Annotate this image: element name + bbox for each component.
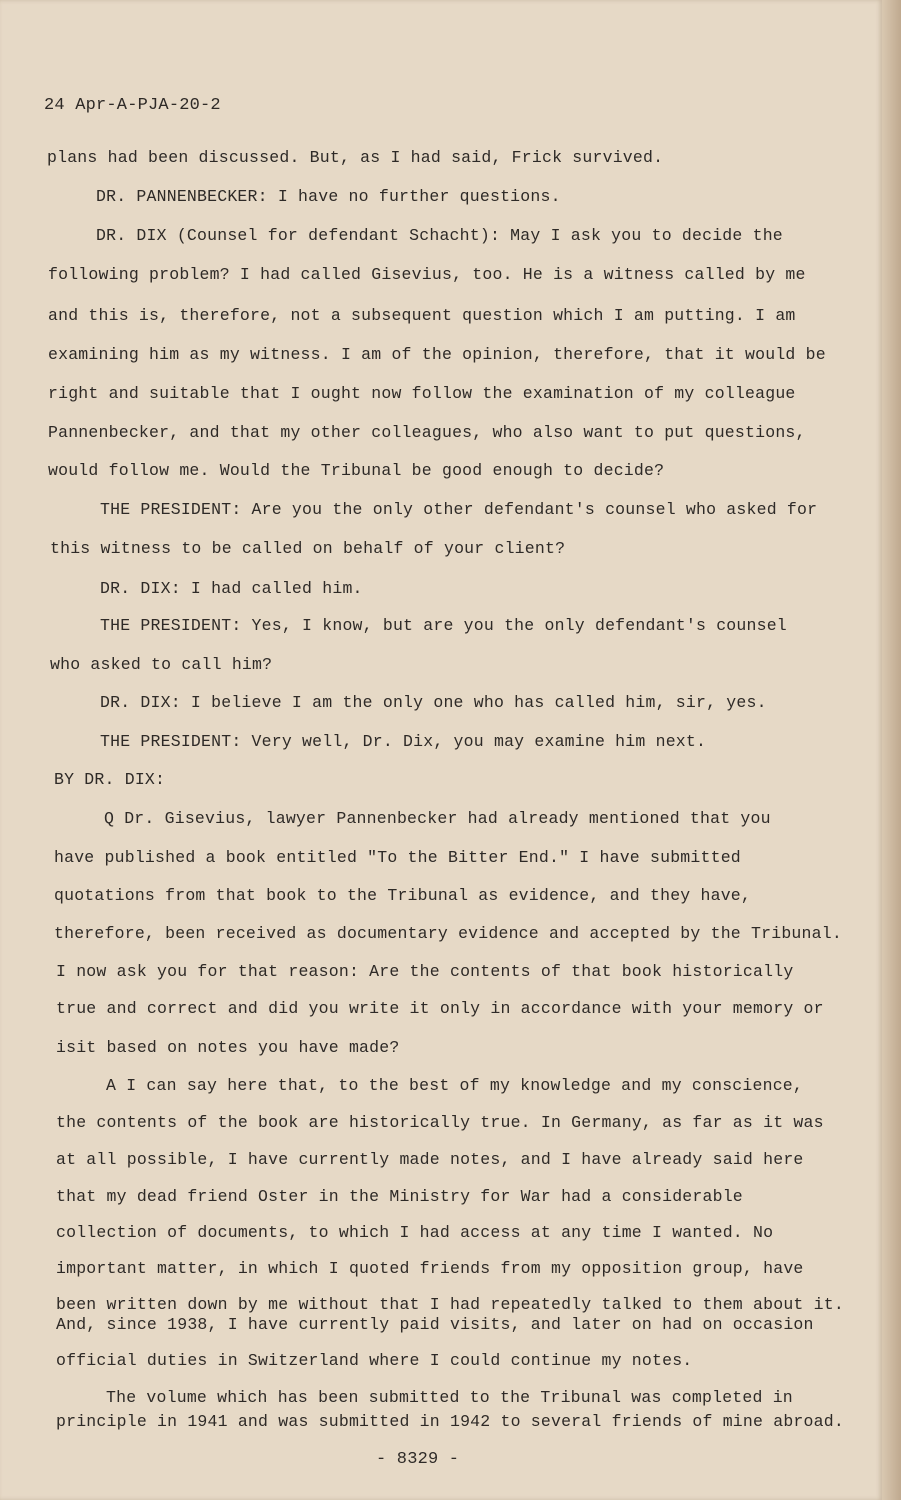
page-edge — [882, 0, 901, 1500]
text-line: BY DR. DIX: — [54, 770, 166, 789]
text-line: principle in 1941 and was submitted in 1942 to several friends of mine abroad. — [56, 1412, 844, 1431]
text-line: Pannenbecker, and that my other colleagues, who also want to put questions, — [48, 423, 806, 442]
text-line: THE PRESIDENT: Very well, Dr. Dix, you may examine him next. — [100, 732, 707, 751]
text-line: that my dead friend Oster in the Ministry for War had a considerable — [56, 1187, 743, 1206]
text-line: The volume which has been submitted to the Tribunal was completed in — [106, 1388, 793, 1407]
text-line: important matter, in which I quoted friends from my opposition group, have — [56, 1259, 804, 1278]
text-line: and this is, therefore, not a subsequent question which I am putting. I am — [48, 306, 796, 325]
text-line: at all possible, I have currently made notes, and I have already said here — [56, 1150, 804, 1169]
text-line: DR. PANNENBECKER: I have no further questions. — [96, 187, 561, 206]
text-line: THE PRESIDENT: Are you the only other defendant's counsel who asked for — [100, 500, 818, 519]
text-line: I now ask you for that reason: Are the contents of that book historically — [56, 962, 794, 981]
text-line: DR. DIX: I had called him. — [100, 579, 363, 598]
text-line: isit based on notes you have made? — [56, 1038, 400, 1057]
text-line: A I can say here that, to the best of my knowledge and my conscience, — [106, 1076, 804, 1095]
text-line: have published a book entitled "To the Bitter End." I have submitted — [54, 848, 741, 867]
text-line: true and correct and did you write it only in accordance with your memory or — [56, 999, 824, 1018]
text-line: would follow me. Would the Tribunal be good enough to decide? — [48, 461, 665, 480]
text-line: plans had been discussed. But, as I had said, Frick survived. — [47, 148, 664, 167]
text-line: therefore, been received as documentary evidence and accepted by the Tribunal. — [54, 924, 842, 943]
text-line: Q Dr. Gisevius, lawyer Pannenbecker had already mentioned that you — [104, 809, 771, 828]
text-line: examining him as my witness. I am of the opinion, therefore, that it would be — [48, 345, 826, 364]
text-line: official duties in Switzerland where I could continue my notes. — [56, 1351, 693, 1370]
text-line: been written down by me without that I had repeatedly talked to them about it. — [56, 1295, 844, 1314]
document-header: 24 Apr-A-PJA-20-2 — [44, 96, 221, 115]
text-line: DR. DIX (Counsel for defendant Schacht): May I ask you to decide the — [96, 226, 783, 245]
text-line: DR. DIX: I believe I am the only one who has called him, sir, yes. — [100, 693, 767, 712]
text-line: this witness to be called on behalf of your client? — [50, 539, 566, 558]
text-line: THE PRESIDENT: Yes, I know, but are you the only defendant's counsel — [100, 616, 787, 635]
text-line: who asked to call him? — [50, 655, 273, 674]
text-line: right and suitable that I ought now follow the examination of my colleague — [48, 384, 796, 403]
page-number: - 8329 - — [376, 1450, 460, 1469]
text-line: collection of documents, to which I had access at any time I wanted. No — [56, 1223, 774, 1242]
text-line: quotations from that book to the Tribunal as evidence, and they have, — [54, 886, 752, 905]
text-line: And, since 1938, I have currently paid visits, and later on had on occasion — [56, 1315, 814, 1334]
text-line: following problem? I had called Gisevius, too. He is a witness called by me — [48, 265, 806, 284]
text-line: the contents of the book are historically true. In Germany, as far as it was — [56, 1113, 824, 1132]
